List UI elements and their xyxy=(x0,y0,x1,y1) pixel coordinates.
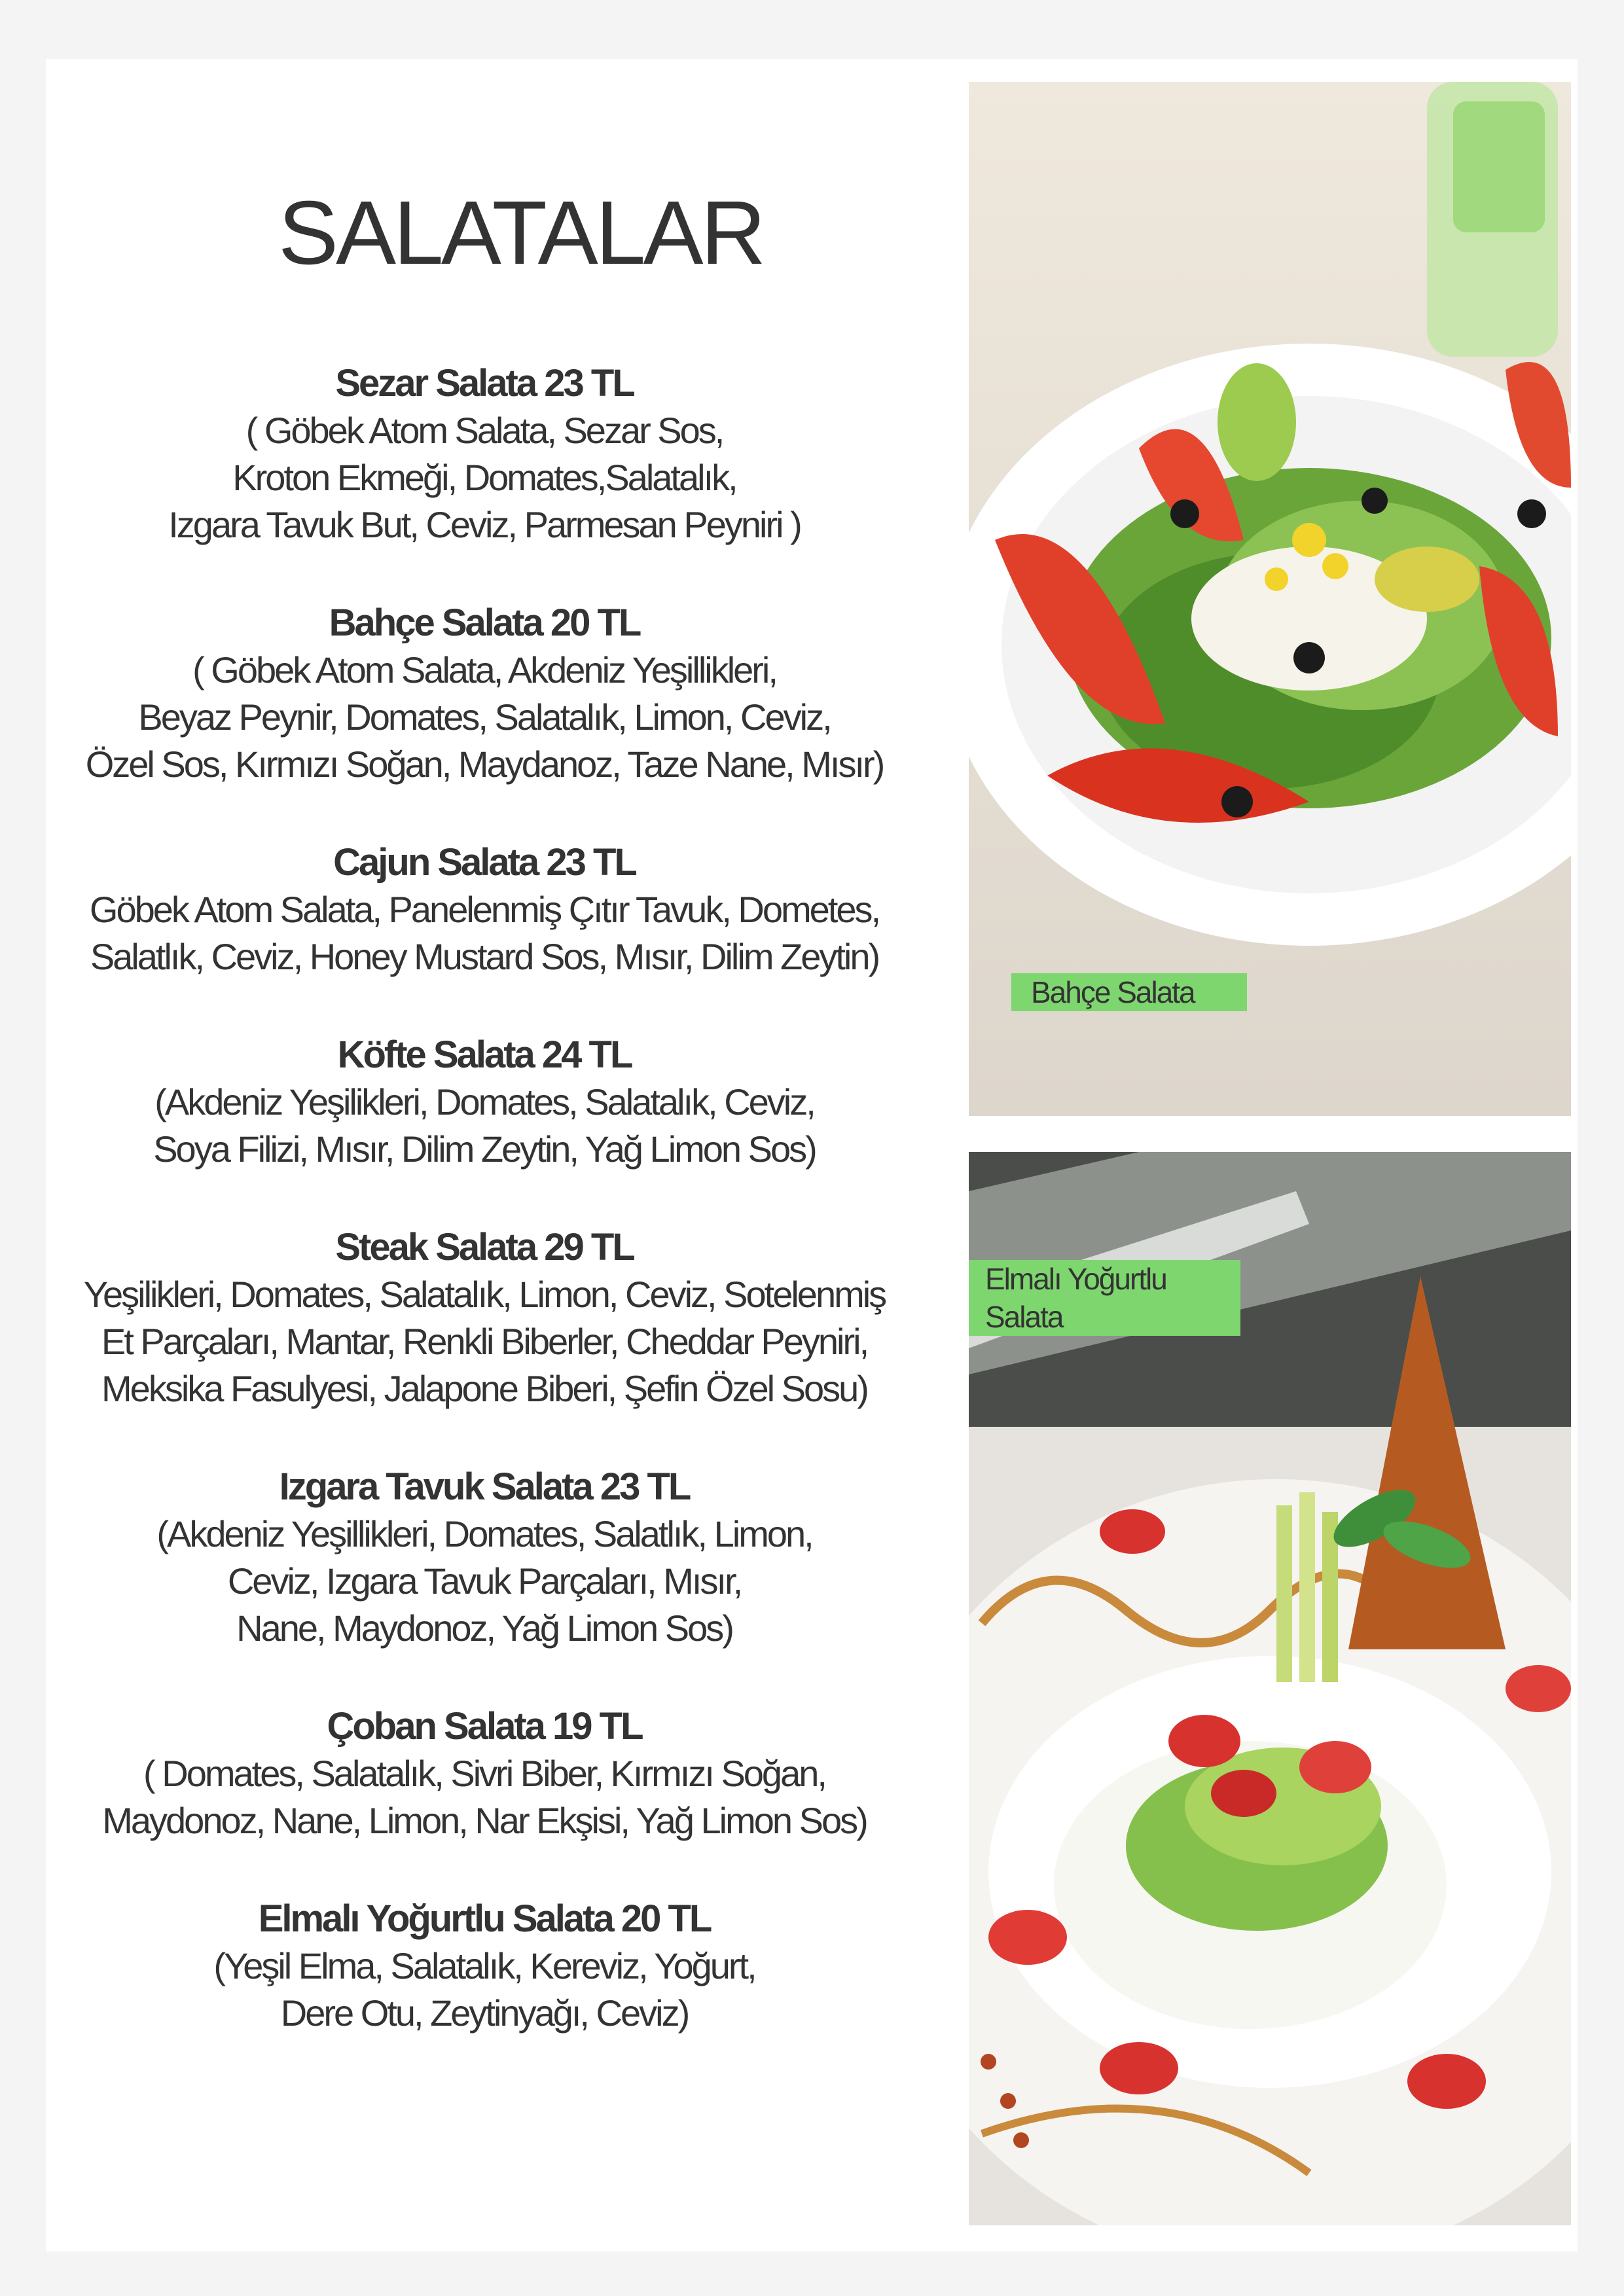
menu-item xyxy=(59,1031,910,1173)
menu-item-name: Steak Salata 29 TL xyxy=(335,1226,634,1268)
bahce-salata-photo xyxy=(969,82,1571,1116)
menu-item-description: (Yeşil Elma, Salatalık, Kereviz, Yoğurt, Dere Otu, Zeytinyağı, Ceviz) xyxy=(213,1945,755,2034)
menu-item-name: Çoban Salata 19 TL xyxy=(327,1705,642,1748)
menu-item xyxy=(59,600,910,788)
menu-item-name: Köfte Salata 24 TL xyxy=(337,1033,632,1076)
menu-item xyxy=(59,1463,910,1652)
menu-item-name: Bahçe Salata 20 TL xyxy=(329,601,640,644)
menu-item-name: Cajun Salata 23 TL xyxy=(333,841,636,884)
menu-item-description: ( Domates, Salatalık, Sivri Biber, Kırmızı Soğan, Maydonoz, Nane, Limon, Nar Ekşisi, Yağ Limon Sos) xyxy=(102,1753,867,1841)
menu-item xyxy=(59,1895,910,2037)
elmali-yogurtlu-salata-caption: Elmalı Yoğurtlu Salata xyxy=(969,1260,1240,1336)
menu-item xyxy=(59,1703,910,1844)
menu-item-description: Göbek Atom Salata, Panelenmiş Çıtır Tavuk, Dometes, Salatlık, Ceviz, Honey Mustard Sos, Mısır, Dilim Zeytin) xyxy=(89,889,880,977)
salad-menu-list xyxy=(59,360,910,2088)
menu-item-description: (Akdeniz Yeşilikleri, Domates, Salatalık, Ceviz, Soya Filizi, Mısır, Dilim Zeytin, Yağ Limon Sos) xyxy=(153,1081,816,1170)
menu-item-name: Sezar Salata 23 TL xyxy=(335,362,634,404)
menu-item-description: Yeşilikleri, Domates, Salatalık, Limon, Ceviz, Sotelenmiş Et Parçaları, Mantar, Renkli Biberler, Cheddar Peyniri, Meksika Fasulyesi, Jalapone Biberi, Şefin Özel Sosu) xyxy=(83,1274,886,1409)
menu-item xyxy=(59,360,910,548)
menu-item-description: (Akdeniz Yeşillikleri, Domates, Salatlık, Limon, Ceviz, Izgara Tavuk Parçaları, Mısır, Nane, Maydonoz, Yağ Limon Sos) xyxy=(156,1513,812,1649)
page-title: SALATALAR xyxy=(278,183,764,284)
menu-item-description: ( Göbek Atom Salata, Sezar Sos, Kroton Ekmeği, Domates,Salatalık, Izgara Tavuk But, Ceviz, Parmesan Peyniri ) xyxy=(168,410,801,545)
menu-item-name: Izgara Tavuk Salata 23 TL xyxy=(279,1465,690,1508)
menu-item-description: ( Göbek Atom Salata, Akdeniz Yeşillikleri, Beyaz Peynir, Domates, Salatalık, Limon, Ceviz, Özel Sos, Kırmızı Soğan, Maydanoz, Taze Nane, Mısır) xyxy=(85,649,884,785)
bahce-salata-caption: Bahçe Salata xyxy=(1011,973,1247,1011)
menu-item xyxy=(59,1224,910,1412)
menu-item xyxy=(59,839,910,980)
menu-item-name: Elmalı Yoğurtlu Salata 20 TL xyxy=(258,1897,711,1940)
